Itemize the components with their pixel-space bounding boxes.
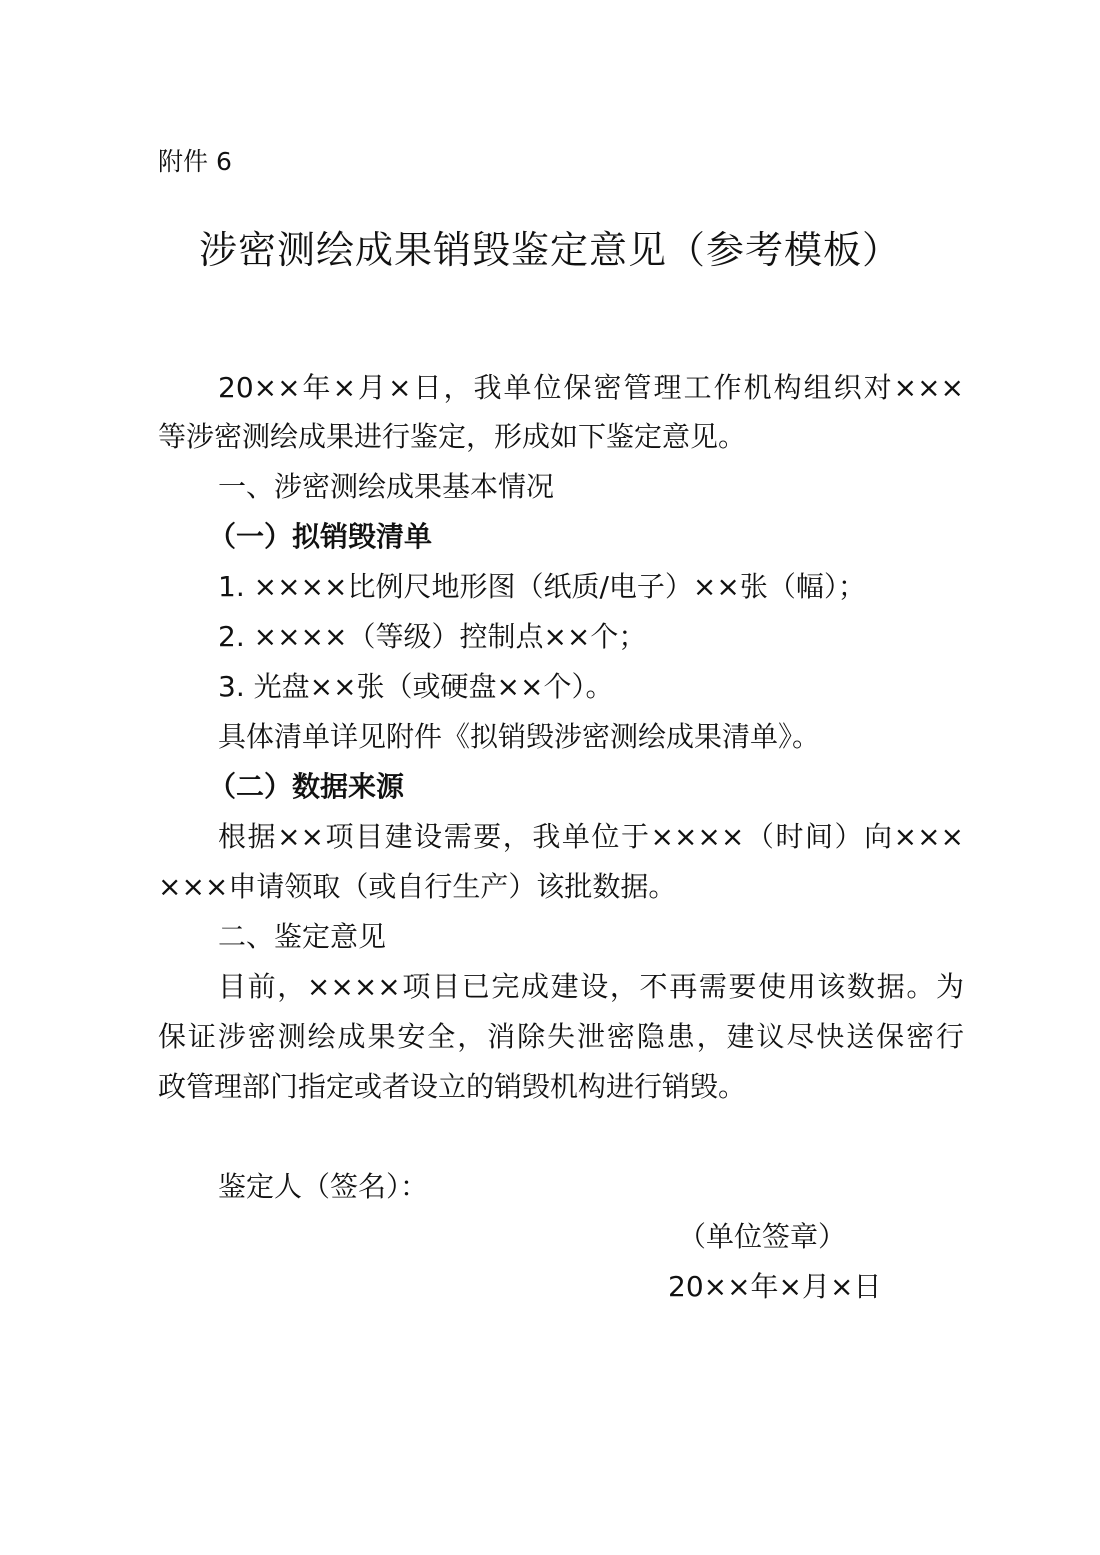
list-item-2: 2. ××××（等级）控制点××个；: [218, 620, 647, 653]
intro-line-1: 20××年×月×日，我单位保密管理工作机构组织对×××: [218, 371, 964, 404]
subsection-2-heading: （二）数据来源: [208, 770, 405, 803]
subsection-1-heading: （一）拟销毁清单: [208, 520, 433, 553]
section-1-heading: 一、涉密测绘成果基本情况: [218, 470, 555, 503]
data-source-line-1: 根据××项目建设需要，我单位于××××（时间）向×××: [218, 820, 964, 853]
opinion-line-1: 目前，××××项目已完成建设，不再需要使用该数据。为: [218, 970, 964, 1003]
attachment-label: 附件 6: [158, 147, 232, 176]
list-note: 具体清单详见附件《拟销毁涉密测绘成果清单》。: [218, 720, 821, 753]
signature-date: 20××年×月×日: [668, 1270, 882, 1303]
opinion-line-3: 政管理部门指定或者设立的销毁机构进行销毁。: [158, 1070, 747, 1103]
intro-line-2: 等涉密测绘成果进行鉴定，形成如下鉴定意见。: [158, 420, 747, 453]
appraiser-signature: 鉴定人（签名）：: [218, 1170, 429, 1203]
opinion-line-2: 保证涉密测绘成果安全，消除失泄密隐患，建议尽快送保密行: [158, 1020, 964, 1053]
section-2-heading: 二、鉴定意见: [218, 920, 387, 953]
document-title: 涉密测绘成果销毁鉴定意见（参考模板）: [198, 228, 901, 272]
list-item-1: 1. ××××比例尺地形图（纸质/电子）××张（幅）；: [218, 570, 866, 603]
list-item-3: 3. 光盘××张（或硬盘××个）。: [218, 670, 614, 703]
unit-seal: （单位签章）: [678, 1220, 847, 1253]
data-source-line-2: ×××申请领取（或自行生产）该批数据。: [158, 870, 677, 903]
